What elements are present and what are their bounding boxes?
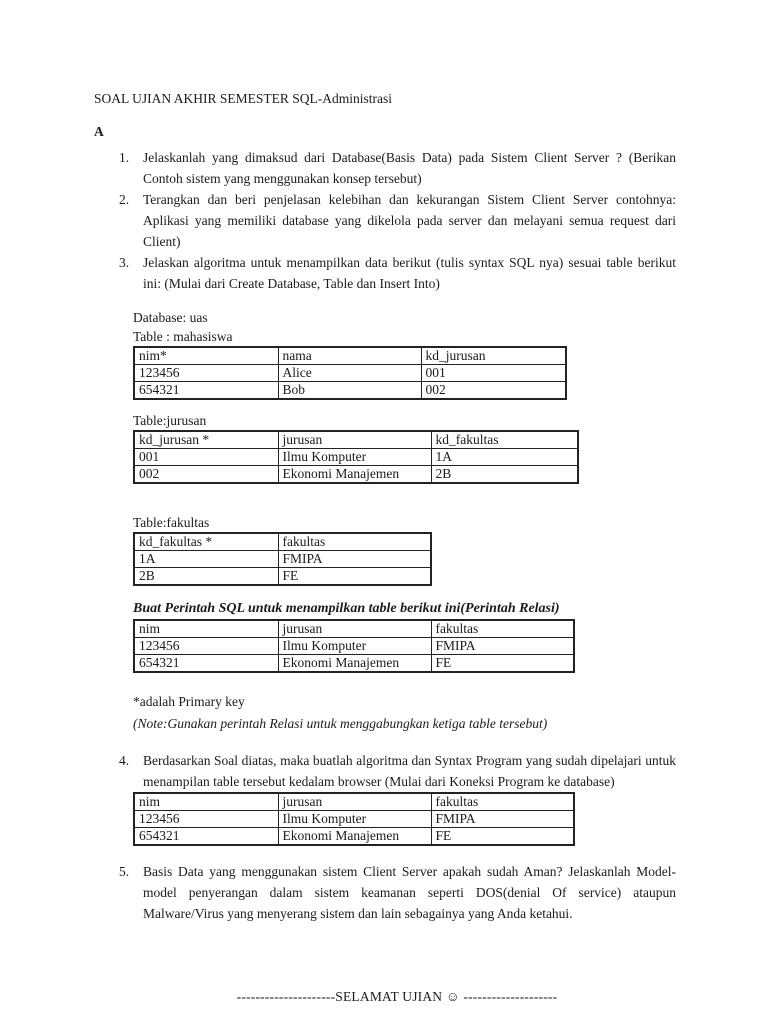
section-label: A [94, 124, 104, 139]
table-cell: FE [431, 655, 574, 673]
table-row [134, 828, 574, 846]
table-cell: Ilmu Komputer [278, 811, 431, 828]
table-header-cell: nim [134, 793, 278, 811]
footer-selamat-ujian: ---------------------SELAMAT UJIAN ☺ -------------------- [236, 989, 558, 1004]
table-cell: FMIPA [431, 638, 574, 655]
question-2 [94, 189, 676, 252]
question-3-number: 3. [119, 255, 130, 270]
table-cell: 123456 [134, 365, 278, 382]
page-title: SOAL UJIAN AKHIR SEMESTER SQL-Administrasi [94, 91, 393, 106]
question-1 [94, 147, 676, 189]
table-cell: Alice [278, 365, 421, 382]
table-cell: 123456 [134, 638, 278, 655]
mahasiswa-table-caption: Table : mahasiswa [133, 329, 233, 344]
table-header-row [134, 793, 574, 811]
table-header-cell: kd_jurusan * [134, 431, 278, 449]
relation-note: (Note:Gunakan perintah Relasi untuk menggabungkan ketiga table tersebut) [133, 716, 548, 731]
table-header-cell: kd_jurusan [421, 347, 566, 365]
table-header-cell: nim* [134, 347, 278, 365]
table-cell: Ekonomi Manajemen [278, 828, 431, 846]
table-cell: FE [431, 828, 574, 846]
table-cell: 654321 [134, 655, 278, 673]
table-cell: 1A [431, 449, 578, 466]
table-row [134, 811, 574, 828]
table-cell: 1A [134, 551, 278, 568]
table-header-cell: fakultas [278, 533, 431, 551]
table-header-row [134, 533, 431, 551]
table-header-cell: fakultas [431, 793, 574, 811]
table-cell: Ekonomi Manajemen [278, 466, 431, 484]
table-header-cell: jurusan [278, 793, 431, 811]
sql-relation-heading: Buat Perintah SQL untuk menampilkan table berikut ini(Perintah Relasi) [133, 601, 560, 616]
table-header-cell: jurusan [278, 620, 431, 638]
question-5-number: 5. [119, 864, 130, 879]
fakultas-table-caption: Table:fakultas [133, 515, 210, 530]
table-cell: Ilmu Komputer [278, 638, 431, 655]
table-header-cell: kd_fakultas * [134, 533, 278, 551]
table-row [134, 365, 566, 382]
table-cell: 001 [134, 449, 278, 466]
table-header-cell: nama [278, 347, 421, 365]
browser-result-table [133, 792, 575, 846]
table-row [134, 466, 578, 484]
table-header-row [134, 347, 566, 365]
table-row [134, 568, 431, 586]
table-cell: Bob [278, 382, 421, 400]
table-header-row [134, 620, 574, 638]
table-row [134, 382, 566, 400]
fakultas-table [133, 532, 432, 586]
table-row [134, 449, 578, 466]
table-cell: FMIPA [431, 811, 574, 828]
table-row [134, 551, 431, 568]
table-cell: Ekonomi Manajemen [278, 655, 431, 673]
database-label: Database: uas [133, 310, 208, 325]
table-row [134, 655, 574, 673]
table-cell: FE [278, 568, 431, 586]
jurusan-table [133, 430, 579, 484]
relasi-result-table [133, 619, 575, 673]
jurusan-table-caption: Table:jurusan [133, 413, 207, 428]
table-cell: 654321 [134, 382, 278, 400]
table-cell: 001 [421, 365, 566, 382]
question-4-number: 4. [119, 753, 130, 768]
table-header-cell: nim [134, 620, 278, 638]
table-header-cell: kd_fakultas [431, 431, 578, 449]
table-header-row [134, 431, 578, 449]
primary-key-note: *adalah Primary key [133, 694, 245, 709]
question-4 [94, 750, 676, 792]
question-5-text: Basis Data yang menggunakan sistem Client Server apakah sudah Aman? Jelaskanlah Model-model penyerangan dalam sistem keamanan seperti DOS(denial Of service) ataupun Malware/Virus yang menyerang sistem dan lain sebagainya yang Anda ketahui. [143, 864, 676, 921]
table-cell: FMIPA [278, 551, 431, 568]
table-header-cell: fakultas [431, 620, 574, 638]
table-cell: 654321 [134, 828, 278, 846]
table-cell: 002 [134, 466, 278, 484]
table-cell: Ilmu Komputer [278, 449, 431, 466]
mahasiswa-table [133, 346, 567, 400]
question-3-text: Jelaskan algoritma untuk menampilkan data berikut (tulis syntax SQL nya) sesuai table berikut ini: (Mulai dari Create Database, Table dan Insert Into) [143, 255, 676, 291]
table-cell: 123456 [134, 811, 278, 828]
question-2-number: 2. [119, 192, 130, 207]
question-1-number: 1. [119, 150, 130, 165]
table-cell: 002 [421, 382, 566, 400]
table-row [134, 638, 574, 655]
table-cell: 2B [134, 568, 278, 586]
table-header-cell: jurusan [278, 431, 431, 449]
question-4-text: Berdasarkan Soal diatas, maka buatlah algoritma dan Syntax Program yang sudah dipelajari untuk menampilan table tersebut kedalam browser (Mulai dari Koneksi Program ke database) [143, 753, 676, 789]
question-5 [94, 861, 676, 924]
question-3 [94, 252, 676, 294]
question-2-text: Terangkan dan beri penjelasan kelebihan dan kekurangan Sistem Client Server contohnya: Aplikasi yang memiliki database yang dikelola pada server dan melayani semua request dari Client) [143, 192, 676, 249]
table-cell: 2B [431, 466, 578, 484]
question-1-text: Jelaskanlah yang dimaksud dari Database(Basis Data) pada Sistem Client Server ? (Berikan Contoh sistem yang menggunakan konsep tersebut) [143, 150, 676, 186]
